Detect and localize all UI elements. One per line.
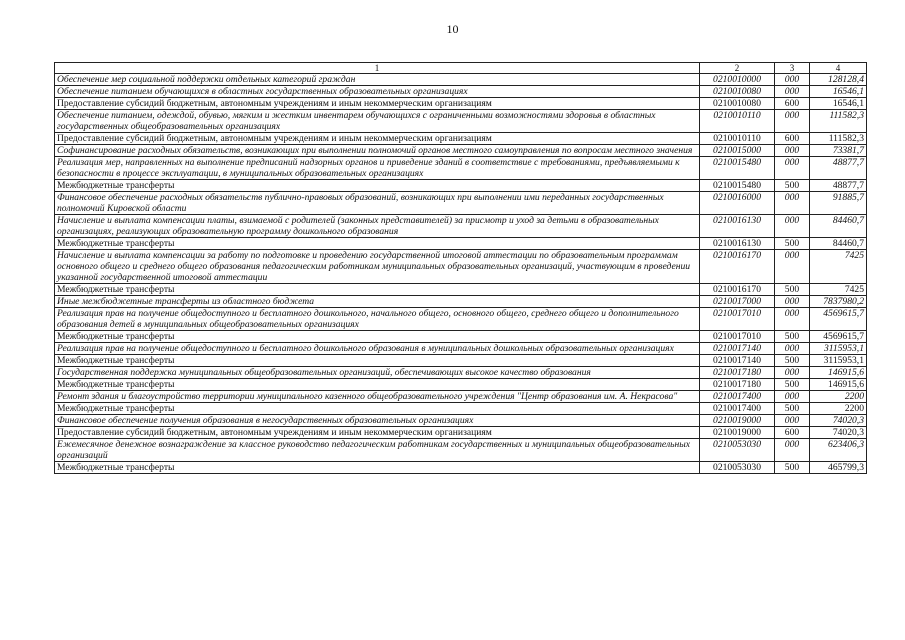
row-amount: 48877,7 (810, 157, 867, 180)
row-amount: 623406,3 (810, 439, 867, 462)
row-description: Обеспечение мер социальной поддержки отдельных категорий граждан (55, 74, 700, 86)
row-type: 000 (775, 74, 810, 86)
table-row (55, 98, 867, 110)
row-type: 500 (775, 284, 810, 296)
row-amount: 2200 (810, 403, 867, 415)
row-amount: 74020,3 (810, 427, 867, 439)
row-type: 000 (775, 192, 810, 215)
row-code: 0210053030 (700, 439, 775, 462)
row-amount: 146915,6 (810, 379, 867, 391)
table-row (55, 308, 867, 331)
row-amount: 91885,7 (810, 192, 867, 215)
row-amount: 465799,3 (810, 462, 867, 474)
row-code: 0210010110 (700, 110, 775, 133)
row-description: Предоставление субсидий бюджетным, автономным учреждениям и иным некоммерческим организациям (55, 133, 700, 145)
row-description: Реализация мер, направленных на выполнение предписаний надзорных органов и приведение зданий в соответствие с требованиями, предъявляемыми к безопасности в процессе эксплуатации, в муниципальных образовательных организациях (55, 157, 700, 180)
row-code: 0210010110 (700, 133, 775, 145)
row-description: Межбюджетные трансферты (55, 238, 700, 250)
row-type: 500 (775, 379, 810, 391)
row-code: 0210017010 (700, 331, 775, 343)
row-code: 0210017140 (700, 343, 775, 355)
row-type: 000 (775, 296, 810, 308)
row-code: 0210017400 (700, 403, 775, 415)
row-description: Межбюджетные трансферты (55, 331, 700, 343)
row-description: Начисление и выплата компенсации за работу по подготовке и проведению государственной итоговой аттестации по образовательным программам основного общего и среднего общего образования педагогическим работникам муниципальных образовательных организаций, участвующим в проведении указанной государственной итоговой аттестации (55, 250, 700, 284)
table-row (55, 180, 867, 192)
row-code: 0210017000 (700, 296, 775, 308)
table-row (55, 355, 867, 367)
row-amount: 3115953,1 (810, 343, 867, 355)
row-amount: 3115953,1 (810, 355, 867, 367)
table-row (55, 110, 867, 133)
row-description: Иные межбюджетные трансферты из областного бюджета (55, 296, 700, 308)
row-type: 500 (775, 238, 810, 250)
row-description: Обеспечение питанием обучающихся в областных государственных образовательных организациях (55, 86, 700, 98)
row-amount: 4569615,7 (810, 331, 867, 343)
table-row (55, 462, 867, 474)
row-code: 0210015480 (700, 157, 775, 180)
row-description: Межбюджетные трансферты (55, 462, 700, 474)
row-description: Межбюджетные трансферты (55, 284, 700, 296)
table-row (55, 403, 867, 415)
row-amount: 16546,1 (810, 86, 867, 98)
table-row (55, 86, 867, 98)
row-code: 0210016170 (700, 250, 775, 284)
row-amount: 73381,7 (810, 145, 867, 157)
row-type: 000 (775, 157, 810, 180)
row-type: 600 (775, 133, 810, 145)
row-amount: 128128,4 (810, 74, 867, 86)
page-number: 10 (446, 22, 459, 36)
row-amount: 48877,7 (810, 180, 867, 192)
header-col-2: 2 (700, 63, 775, 74)
table-row (55, 427, 867, 439)
table-row (55, 74, 867, 86)
row-code: 0210017180 (700, 379, 775, 391)
table-row (55, 215, 867, 238)
row-type: 000 (775, 110, 810, 133)
row-type: 600 (775, 98, 810, 110)
row-code: 0210016130 (700, 238, 775, 250)
row-type: 000 (775, 145, 810, 157)
row-type: 000 (775, 391, 810, 403)
row-code: 0210010080 (700, 98, 775, 110)
table-row (55, 379, 867, 391)
row-code: 0210016130 (700, 215, 775, 238)
row-code: 0210010000 (700, 74, 775, 86)
row-type: 000 (775, 439, 810, 462)
row-description: Ежемесячное денежное вознаграждение за классное руководство педагогическим работникам государственных и муниципальных общеобразовательных организаций (55, 439, 700, 462)
row-type: 000 (775, 343, 810, 355)
row-amount: 7837980,2 (810, 296, 867, 308)
row-description: Ремонт здания и благоустройство территории муниципального казенного общеобразовательного учреждения "Центр образования им. А. Некрасова" (55, 391, 700, 403)
row-code: 0210017180 (700, 367, 775, 379)
row-code: 0210017400 (700, 391, 775, 403)
row-code: 0210019000 (700, 427, 775, 439)
row-description: Предоставление субсидий бюджетным, автономным учреждениям и иным некоммерческим организациям (55, 98, 700, 110)
table-row (55, 439, 867, 462)
table-row (55, 145, 867, 157)
budget-table (54, 62, 867, 474)
row-amount: 111582,3 (810, 133, 867, 145)
row-description: Обеспечение питанием, одеждой, обувью, мягким и жестким инвентарем обучающихся с ограниченными возможностями здоровья в областных государственных общеобразовательных организациях (55, 110, 700, 133)
row-description: Реализация прав на получение общедоступного и бесплатного дошкольного, начального общего, основного общего, среднего общего и дополнительного образования детей в муниципальных общеобразовательных организациях (55, 308, 700, 331)
header-col-3: 3 (775, 63, 810, 74)
row-type: 600 (775, 427, 810, 439)
row-amount: 7425 (810, 284, 867, 296)
row-amount: 2200 (810, 391, 867, 403)
table-row (55, 238, 867, 250)
row-amount: 16546,1 (810, 98, 867, 110)
table-header-row (55, 63, 867, 74)
row-description: Межбюджетные трансферты (55, 403, 700, 415)
row-type: 000 (775, 308, 810, 331)
header-col-4: 4 (810, 63, 867, 74)
row-description: Межбюджетные трансферты (55, 379, 700, 391)
row-amount: 84460,7 (810, 215, 867, 238)
row-type: 000 (775, 367, 810, 379)
table-row (55, 284, 867, 296)
table-row (55, 157, 867, 180)
row-type: 000 (775, 215, 810, 238)
table-row (55, 367, 867, 379)
row-code: 0210015000 (700, 145, 775, 157)
row-description: Начисление и выплата компенсации платы, взимаемой с родителей (законных представителей) за присмотр и уход за детьми в образовательных организациях, реализующих образовательную программу дошкольного образования (55, 215, 700, 238)
table-row (55, 250, 867, 284)
row-description: Межбюджетные трансферты (55, 355, 700, 367)
row-description: Софинансирование расходных обязательств, возникающих при выполнении полномочий органов местного самоуправления по вопросам местного значения (55, 145, 700, 157)
row-description: Предоставление субсидий бюджетным, автономным учреждениям и иным некоммерческим организациям (55, 427, 700, 439)
table-row (55, 415, 867, 427)
row-amount: 84460,7 (810, 238, 867, 250)
row-amount: 146915,6 (810, 367, 867, 379)
row-type: 500 (775, 403, 810, 415)
row-amount: 74020,3 (810, 415, 867, 427)
row-description: Финансовое обеспечение расходных обязательств публично-правовых образований, возникающих при выполнении ими переданных государственных полномочий Кировской области (55, 192, 700, 215)
row-code: 0210017010 (700, 308, 775, 331)
row-code: 0210010080 (700, 86, 775, 98)
row-code: 0210017140 (700, 355, 775, 367)
table-row (55, 331, 867, 343)
row-description: Межбюджетные трансферты (55, 180, 700, 192)
row-type: 000 (775, 415, 810, 427)
row-type: 500 (775, 355, 810, 367)
row-code: 0210016170 (700, 284, 775, 296)
row-code: 0210015480 (700, 180, 775, 192)
row-type: 000 (775, 86, 810, 98)
row-description: Государственная поддержка муниципальных общеобразовательных организаций, обеспечивающих высокое качество образования (55, 367, 700, 379)
row-type: 500 (775, 331, 810, 343)
table-row (55, 391, 867, 403)
row-code: 0210019000 (700, 415, 775, 427)
row-type: 500 (775, 180, 810, 192)
row-description: Реализация прав на получение общедоступного и бесплатного дошкольного образования в муниципальных дошкольных образовательных организациях (55, 343, 700, 355)
table-row (55, 192, 867, 215)
table-row (55, 343, 867, 355)
row-amount: 111582,3 (810, 110, 867, 133)
row-code: 0210016000 (700, 192, 775, 215)
row-type: 500 (775, 462, 810, 474)
row-amount: 7425 (810, 250, 867, 284)
row-type: 000 (775, 250, 810, 284)
row-description: Финансовое обеспечение получения образования в негосударственных образовательных организациях (55, 415, 700, 427)
header-col-1: 1 (55, 63, 700, 74)
table-row (55, 133, 867, 145)
row-amount: 4569615,7 (810, 308, 867, 331)
row-code: 0210053030 (700, 462, 775, 474)
table-row (55, 296, 867, 308)
